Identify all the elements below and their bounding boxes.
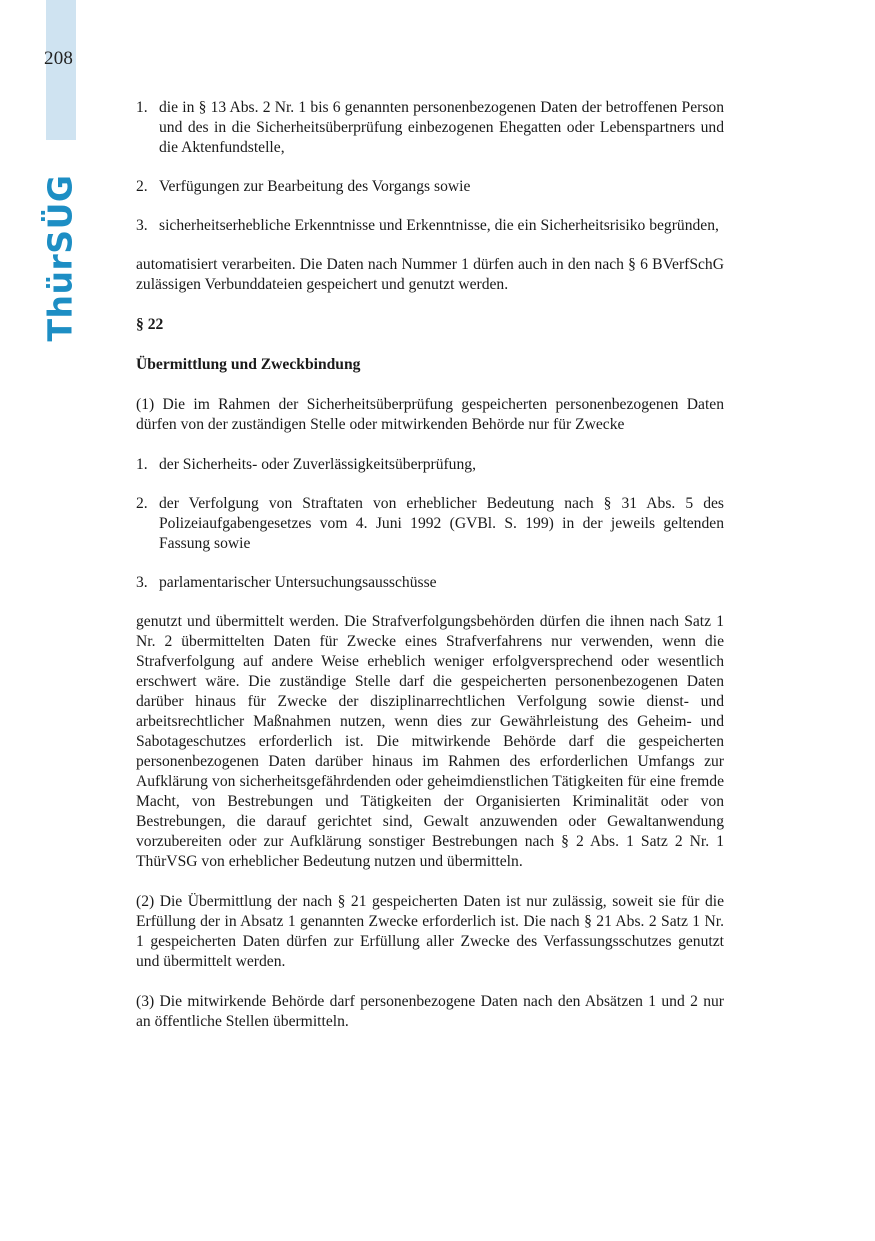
section-number: § 22 [136,316,164,333]
list-item-number: 1. [136,99,148,116]
document-body [136,98,724,1052]
paragraph-2: (2) Die Übermittlung der nach § 21 gespeicherten Daten ist nur zulässig, soweit sie für die Erfüllung der in Absatz 1 genannten Zwecke erforderlich ist. Die nach § 21 Abs. 2 Satz 1 Nr. 1 gespeicherten Daten dürfen zur Erfüllung aller Zwecke des Verfassungsschutzes genutzt und übermittelt werden. [136,893,724,970]
paragraph-1-closing: genutzt und übermittelt werden. Die Strafverfolgungsbehörden dürfen die ihnen nach Satz 1 Nr. 2 übermittelten Daten für Zwecke eines Strafverfahrens nur verwenden, wenn die Strafverfolgung auf andere Weise erheblich weniger erfolgversprechend oder wesentlich erschwert wäre. Die zuständige Stelle darf die gespeicherten personenbezogenen Daten darüber hinaus für Zwecke der disziplinarrechtlichen Verfolgung sowie dienst- und arbeitsrechtlicher Maßnahmen nutzen, wenn dies zur Gewährleistung des Geheim- und Sabotageschutzes erforderlich ist. Die mitwirkende Behörde darf die gespeicherten personenbezogenen Daten darüber hinaus im Rahmen des erforderlichen Umfangs zur Aufklärung von sicherheitsgefährdenden oder geheimdienstlichen Tätigkeiten für eine fremde Macht, von Bestrebungen und Tätigkeiten der Organisierten Kriminalität oder von Bestrebungen, die darauf gerichtet sind, Gewalt anzuwenden oder Gewaltanwendung vorzubereiten oder zur Aufklärung sonstiger Bestrebungen nach § 2 Abs. 1 Satz 2 Nr. 1 ThürVSG von erheblicher Bedeutung nutzen und übermitteln. [136,613,724,870]
list-item [136,177,724,197]
chapter-side-title: ThürSÜG [40,174,80,342]
paragraph-3: (3) Die mitwirkende Behörde darf personenbezogene Daten nach den Absätzen 1 und 2 nur an öffentliche Stellen übermitteln. [136,993,724,1030]
page-number: 208 [44,48,74,69]
intro-closing-paragraph: automatisiert verarbeiten. Die Daten nach Nummer 1 dürfen auch in den nach § 6 BVerfSchG zulässigen Verbunddateien gespeichert und genutzt werden. [136,256,724,293]
list-item [136,216,724,236]
paragraph-1-list [136,455,724,593]
list-item [136,494,724,554]
list-item-number: 3. [136,574,148,591]
list-item-text: der Sicherheits- oder Zuverlässigkeitsüberprüfung, [159,456,476,473]
paragraph-1-intro: (1) Die im Rahmen der Sicherheitsüberprüfung gespeicherten personenbezogenen Daten dürfen von der zuständigen Stelle oder mitwirkenden Behörde nur für Zwecke [136,396,724,433]
section-title: Übermittlung und Zweckbindung [136,356,361,373]
list-item-number: 2. [136,495,148,512]
section-heading [136,315,724,375]
list-item-text: die in § 13 Abs. 2 Nr. 1 bis 6 genannten personenbezogenen Daten der betroffenen Person und des in die Sicherheitsüberprüfung einbezogenen Ehegatten oder Lebenspartners und die Aktenfundstelle, [159,99,724,156]
list-item [136,455,724,475]
list-item-number: 1. [136,456,148,473]
chapter-tab-bar [46,0,76,140]
list-item-text: Verfügungen zur Bearbeitung des Vorgangs sowie [159,178,471,195]
list-item [136,98,724,158]
list-item-text: parlamentarischer Untersuchungsausschüsse [159,574,437,591]
list-item-number: 3. [136,217,148,234]
list-item [136,573,724,593]
list-item-text: sicherheitserhebliche Erkenntnisse und Erkenntnisse, die ein Sicherheitsrisiko begründen, [159,217,719,234]
list-item-number: 2. [136,178,148,195]
intro-list [136,98,724,236]
list-item-text: der Verfolgung von Straftaten von erheblicher Bedeutung nach § 31 Abs. 5 des Polizeiaufgabengesetzes vom 4. Juni 1992 (GVBl. S. 199) in der jeweils geltenden Fassung sowie [159,495,724,552]
